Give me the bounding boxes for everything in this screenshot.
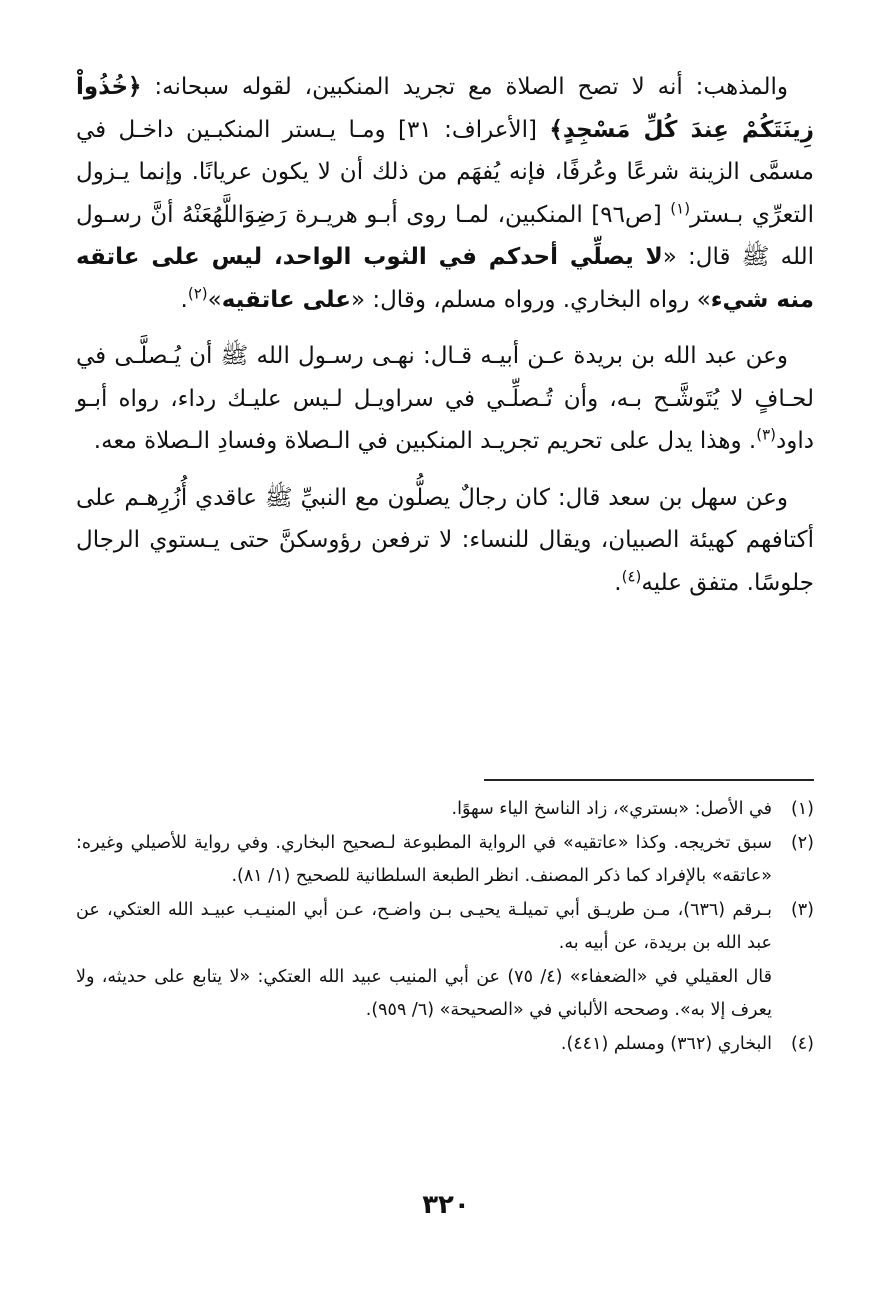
text-run: » رواه البخاري. ورواه مسلم، وقال: « — [350, 286, 711, 313]
text-run: . — [614, 569, 622, 596]
paragraph-1 — [76, 66, 814, 321]
text-run: » — [207, 286, 222, 313]
paragraph-3 — [76, 477, 814, 605]
footnote-4 — [76, 1028, 814, 1062]
footnote-body — [76, 827, 772, 894]
text-run: وعن سهل بن سعد قال: كان رجالٌ يصلُّون مع النبيِّ ﷺ عاقدي أُزُرِهـم على أكتافهم كهيئة الصبيان، ويقال للنساء: لا ترفعن رؤوسكنَّ حتى يـستوي الرجال جلوسًا. متفق عليه — [76, 484, 814, 596]
footnote-body — [76, 894, 772, 1028]
footnotes — [76, 793, 814, 1061]
paragraph-gap — [76, 463, 814, 477]
footnote-number: (٤) — [790, 1033, 814, 1054]
paragraph-gap — [76, 321, 814, 335]
footnote-3 — [76, 894, 814, 1028]
footnote-ref-2[interactable]: (٢) — [187, 283, 208, 302]
text-run: [الأعراف: ٣١] ومـا يـستر المنكبـين داخـل في مسمَّى الزينة شرعًا وعُرفًا، فإنه يُفهَم من ذلك أن لا يكون عريانًا. وإنما يـزول التعرِّي بـستر — [76, 116, 814, 228]
footnote-ref-1[interactable]: (١) — [670, 198, 691, 217]
footnote-ref-3[interactable]: (٣) — [756, 425, 777, 444]
footnote-text: في الأصل: «بستري»، زاد الناسخ الياء سهوًا. — [451, 799, 772, 819]
text-run: [ص٩٦] المنكبين، لمـا روى أبـو هريـرة رَضِوَاللَّهُعَنْهُ أنَّ رسـول الله ﷺ قال: « — [76, 201, 814, 270]
quran-verse: ﴿خُذُواْ زِينَتَكُمْ عِندَ كُلِّ مَسْجِدٍ﴾ — [76, 74, 814, 143]
paragraph-2 — [76, 335, 814, 463]
footnote-number: (١) — [790, 799, 814, 819]
main-text — [76, 66, 814, 604]
text-run: . — [180, 286, 188, 313]
footnote-text: البخاري (٣٦٢) ومسلم (٤٤١). — [560, 1033, 772, 1054]
footnote-body — [76, 793, 772, 827]
hadith-text-2: على عاتقيه — [221, 286, 351, 313]
footnote-1 — [76, 793, 814, 827]
footnote-2 — [76, 827, 814, 894]
hadith-text: لا يصلِّي أحدكم في الثوب الواحد، ليس على عاتقه منه شيء — [76, 244, 814, 313]
footnote-ref-4[interactable]: (٤) — [621, 566, 642, 585]
footnote-text: قال العقيلي في «الضعفاء» (٤/ ٧٥) عن أبي المنيب عبيد الله العتكي: «لا يتابع على حديثه، ولا يعرف إلا به». وصححه الألباني في «الصحيحة» (٦/ ٩٥٩). — [76, 966, 772, 1020]
footnote-text: سبق تخريجه. وكذا «عاتقيه» في الرواية المطبوعة لـصحيح البخاري. وفي رواية للأصيلي وغيره: «عاتقه» بالإفراد كما ذكر المصنف. انظر الطبعة السلطانية للصحيح (١/ ٨١). — [76, 832, 772, 886]
page-number: ٣٢٠ — [422, 1190, 470, 1220]
footnote-text: بـرقم (٦٣٦)، مـن طريـق أبي تميلـة يحيـى بـن واضـح، عـن أبي المنيـب عبيـد الله العتكي، عن عبد الله بن بريدة، عن أبيه به. — [76, 899, 772, 953]
text-run: . وهذا يدل على تحريم تجريـد المنكبين في الـصلاة وفسادِ الـصلاة معه. — [93, 428, 757, 454]
footnote-number: (٢) — [790, 832, 814, 853]
footnote-body — [76, 1028, 772, 1062]
text-run: وعن عبد الله بن بريدة عـن أبيـه قـال: نهـى رسـول الله ﷺ أن يُـصلَّـى في لحـافٍ لا يُتَوشَّـح بـه، وأن تُـصلِّـي في سراويـل لـيس عليـك رداء، رواه أبـو داود — [76, 343, 814, 454]
text-run: والمذهب: أنه لا تصح الصلاة مع تجريد المنكبين، لقوله سبحانه: — [141, 74, 788, 100]
footnote-divider — [484, 779, 814, 781]
footnote-number: (٣) — [790, 899, 814, 920]
